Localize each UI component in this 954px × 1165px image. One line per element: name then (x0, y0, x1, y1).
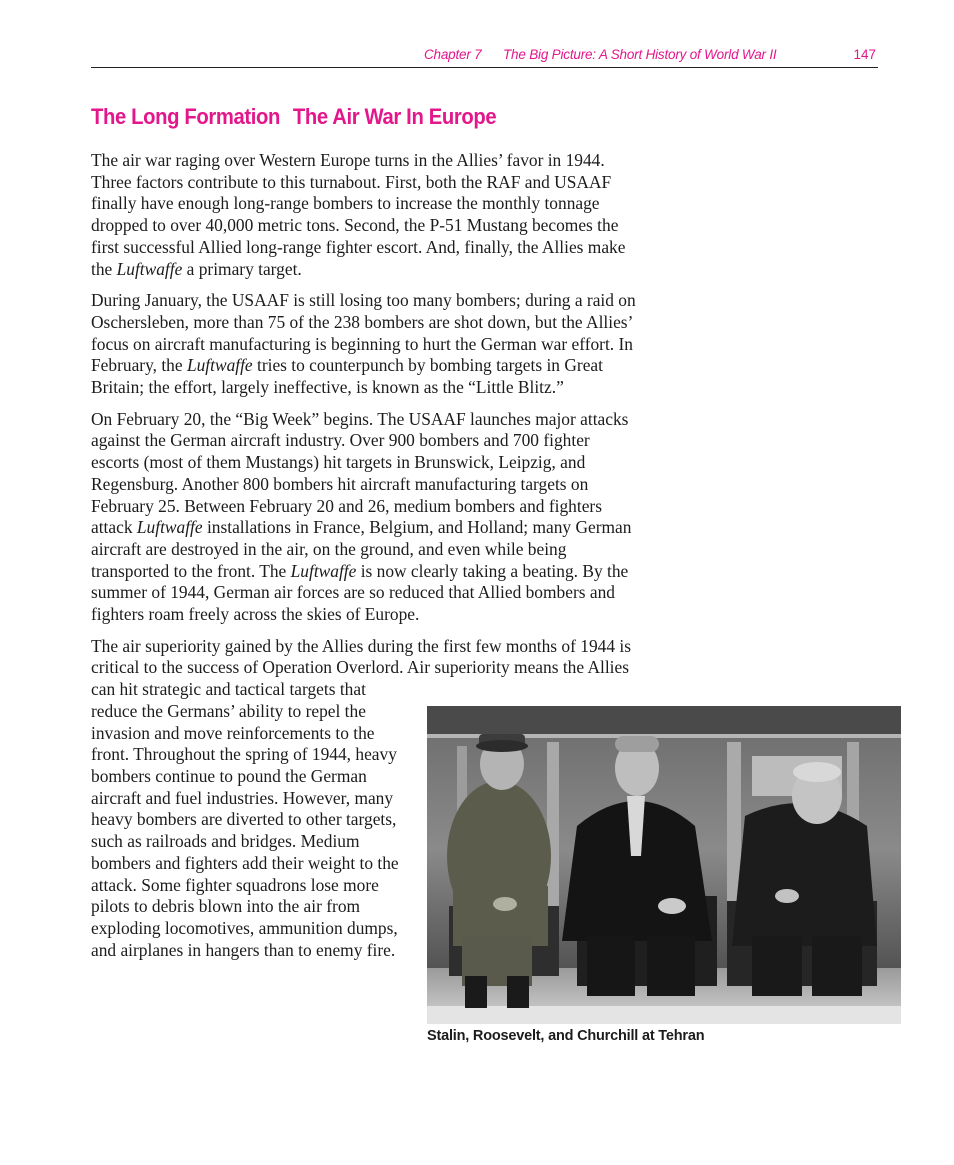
italic-term: Luftwaffe (136, 517, 203, 538)
paragraph (91, 150, 639, 280)
paragraph-text: is now clearly taking a beating. By the summer of 1944, German air forces are so reduced that Allied bombers and fighters roam freely across the skies of Europe. (91, 560, 629, 625)
paragraph-text: installations in France, Belgium, and Holland; many German aircraft are destroyed in the air, on the ground, and even while being transported to the front. The (91, 517, 632, 581)
running-header (91, 47, 878, 68)
italic-term: Luftwaffe (290, 560, 357, 581)
paragraph-text: tries to counterpunch by bombing targets in Great Britain; the effort, largely ineffective, is known as the “Little Blitz.” (91, 355, 603, 398)
tehran-conference-photo (427, 706, 901, 1024)
section-subtitle: The Air War In Europe (292, 104, 497, 129)
book-title: The Big Picture: A Short History of World War II (503, 47, 777, 62)
paragraph-text: tactical targets that reduce the Germans’ ability to repel the invasion and move reinforcements to the front. Throughout the spring of 1944, heavy bombers continue to pound the German aircraft and fuel industries. However, many heavy bombers are diverted to other targets, such as railroads and bridges. Medium bombers and fighters add their weight to the attack. Some fighter squadrons lose more pilots to debris blown into the air from exploding locomotives, ammunition dumps, and airplanes in hangers than to enemy fire. (91, 679, 399, 960)
photo-figure (427, 679, 901, 1046)
paragraph-text: a primary target. (182, 258, 302, 279)
paragraph (91, 409, 639, 626)
paragraph-text: On February 20, the “Big Week” begins. The USAAF launches major attacks against the German aircraft industry. Over 900 bombers and 700 fighter escorts (most of them Mustangs) hit targets in Brunswick, Leipzig, and Regensburg. Another 800 bombers hit aircraft manufacturing targets on February 25. Between February 20 and 26, medium bombers and fighters attack (91, 408, 629, 538)
paragraph-text: During January, the USAAF is still losing too many bombers; during a raid on Oschersleben, more than 75 of the 238 bombers are shot down, but the Allies’ focus on aircraft manufacturing is beginning to hurt the German war effort. In February, the (91, 290, 636, 376)
page-number: 147 (853, 47, 876, 62)
paragraph (91, 290, 639, 399)
italic-term: Luftwaffe (186, 355, 253, 376)
paragraph (91, 635, 705, 1045)
section-title: The Long Formation (91, 104, 281, 129)
chapter-label: Chapter 7 (424, 47, 482, 62)
paragraph-text: The air superiority gained by the Allies during the first few months of 1944 is critical to the success of Operation Overlord. Air superiority means the Allies can hit strategic and (91, 635, 631, 700)
section-heading (91, 104, 496, 130)
article-body (91, 150, 705, 1046)
figure-caption: Stalin, Roosevelt, and Churchill at Tehran (427, 1028, 705, 1045)
italic-term: Luftwaffe (116, 258, 183, 279)
paragraph-text: The air war raging over Western Europe turns in the Allies’ favor in 1944. Three factors contribute to this turnabout. First, both the RAF and USAAF finally have enough long-range bombers to increase the monthly tonnage dropped to over 40,000 metric tons. Second, the P-51 Mustang becomes the first successful Allied long-range fighter escort. And, finally, the Allies make the (91, 150, 626, 279)
